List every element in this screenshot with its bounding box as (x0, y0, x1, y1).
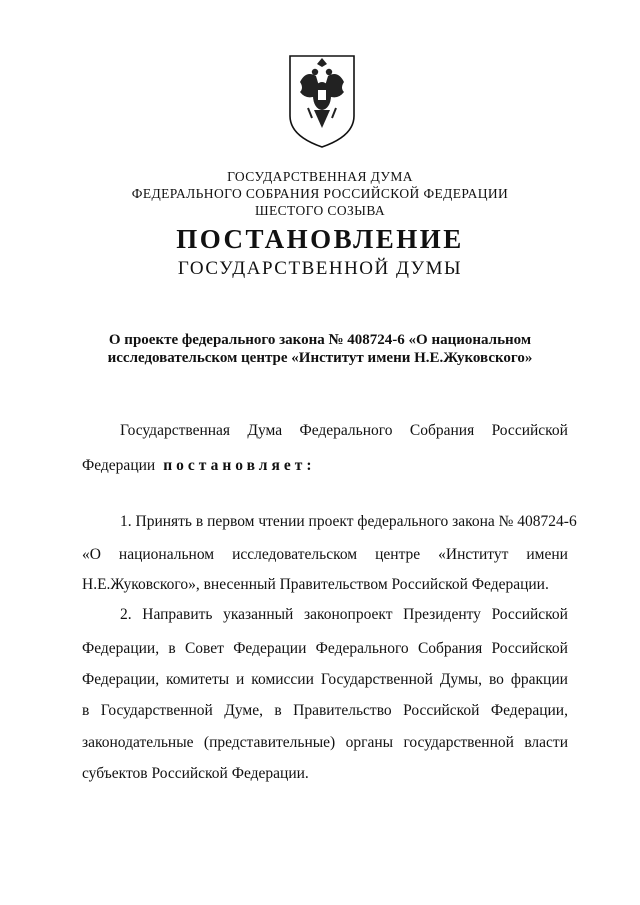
word: Государственной (320, 671, 433, 688)
resolves-emphasis: постановляет: (163, 457, 316, 474)
word: органы (345, 734, 394, 751)
word: государственной (403, 734, 514, 751)
word: Российской (491, 606, 568, 623)
word: и (236, 671, 245, 688)
item-2-line-2 (82, 639, 568, 659)
word: имени (526, 546, 568, 563)
word: Дума (247, 422, 283, 439)
document-subtitle: ГОСУДАРСТВЕННОЙ ДУМЫ (177, 258, 463, 279)
word: в (168, 640, 176, 657)
word: Федерации, (82, 671, 160, 688)
word: Совет (184, 640, 224, 657)
item-1-line-1: 1. Принять в первом чтении проект федерального закона № 408724-6 (120, 513, 577, 530)
item-1-line-2 (82, 545, 568, 565)
preamble-line-1 (120, 421, 568, 441)
document-title: ПОСТАНОВЛЕНИЕ (176, 224, 464, 254)
preamble-text: Федерации (82, 457, 156, 474)
word: центре (375, 546, 421, 563)
word: комитеты (165, 671, 230, 688)
word: Собрания (417, 640, 483, 657)
word: Направить (142, 606, 213, 623)
word: во (488, 671, 504, 688)
word: Собрания (409, 422, 475, 439)
word: (представительные) (203, 734, 336, 751)
word: Российской (491, 640, 568, 657)
word: 2. (120, 606, 132, 623)
word: комиссии (251, 671, 314, 688)
item-2-line-3 (82, 670, 568, 690)
word: исследовательском (232, 546, 358, 563)
subject-line-2: исследовательском центре «Институт имени Н.Е.Жуковского» (107, 350, 533, 366)
word: Российской (403, 702, 480, 719)
word: национальном (118, 546, 215, 563)
word: Федерации, (490, 702, 568, 719)
word: Государственная (120, 422, 231, 439)
word: Думе, (224, 702, 263, 719)
word: Федерального (299, 422, 393, 439)
convocation-line: ШЕСТОГО СОЗЫВА (254, 203, 386, 218)
preamble-line-2 (82, 456, 568, 476)
item-2-line-4 (82, 701, 568, 721)
word: Думы, (439, 671, 483, 688)
word: Федерации, (82, 640, 160, 657)
subject-line-1: О проекте федерального закона № 408724-6 «О национальном (108, 332, 532, 348)
word: власти (524, 734, 568, 751)
word: в (274, 702, 282, 719)
word: законодательные (82, 734, 194, 751)
word: законопроект (303, 606, 393, 623)
assembly-name-line: ФЕДЕРАЛЬНОГО СОБРАНИЯ РОССИЙСКОЙ ФЕДЕРАЦИИ (131, 186, 509, 201)
duma-name-line: ГОСУДАРСТВЕННАЯ ДУМА (227, 169, 413, 184)
word: указанный (223, 606, 294, 623)
word: Президенту (403, 606, 481, 623)
word: «О (82, 546, 101, 563)
word: Федерального (315, 640, 409, 657)
word: Правительство (293, 702, 392, 719)
word: Российской (491, 422, 568, 439)
item-2-line-6: субъектов Российской Федерации. (82, 765, 309, 782)
item-1-line-3: Н.Е.Жуковского», внесенный Правительством Российской Федерации. (82, 576, 549, 593)
word: фракции (510, 671, 568, 688)
item-2-line-5 (82, 733, 568, 753)
state-emblem-icon (286, 52, 358, 150)
word: Федерации (233, 640, 307, 657)
word: «Институт (438, 546, 509, 563)
word: Государственной (100, 702, 213, 719)
item-2-line-1 (120, 605, 568, 625)
word: в (82, 702, 90, 719)
